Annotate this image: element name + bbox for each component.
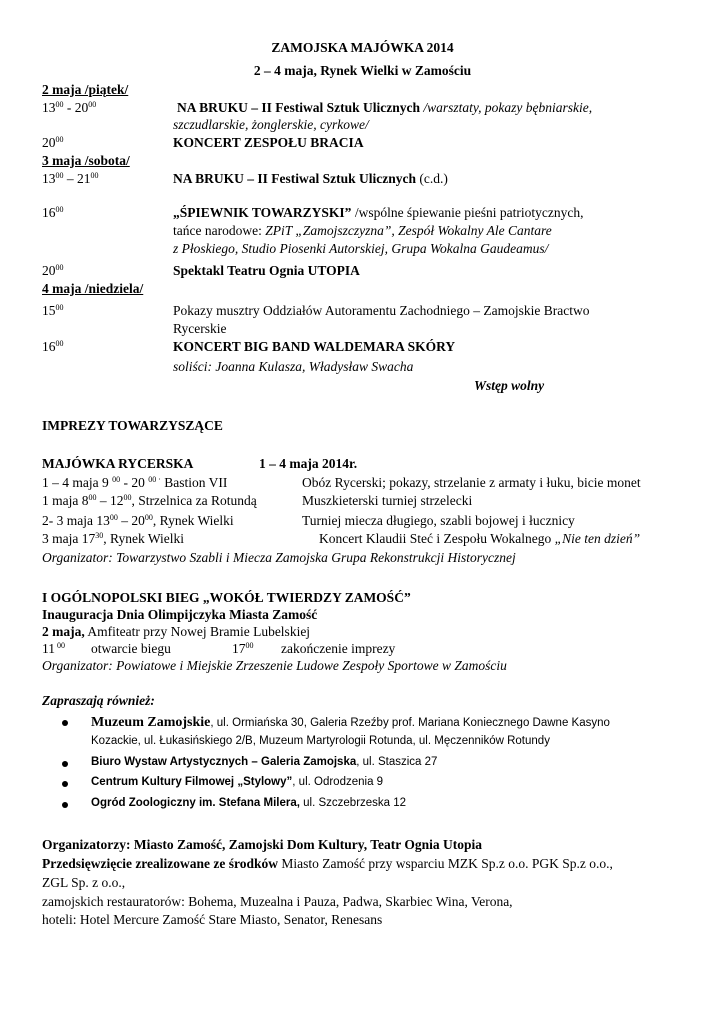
day2-e3-time: $20^{00}$ [42,263,64,278]
run-start-label: otwarcie biegu [91,641,171,656]
organizers-line: Organizatorzy: Miasto Zamość, Zamojski Dom Kultury, Teatr Ognia Utopia [42,837,482,852]
knight-row-3-what: Turniej miecza długiego, szabli bojowej i łucznicy [302,513,575,528]
invite-item-1: Muzeum Zamojskie, ul. Ormiańska 30, Galeria Rzeźby prof. Mariana Koniecznego Dawne Kasyno [91,715,610,730]
bullet-icon [62,761,68,767]
free-entry: Wstęp wolny [474,378,545,393]
knight-row-4-when: 3 maja $17^{30}$, Rynek Wielki [42,531,185,546]
invite-item-2: Biuro Wystaw Artystycznych – Galeria Zamojska, ul. Staszica 27 [91,756,438,768]
knight-dates: 1 – 4 maja 2014r. [259,456,358,471]
funding-line: Przedsięwzięcie zrealizowane ze środków Miasto Zamość przy wsparciu MZK Sp.z o.o. PGK Sp.z o.o., [42,856,613,871]
run-organizer: Organizator: Powiatowe i Miejskie Zrzeszenie Ludowe Zespoły Sportowe w Zamościu [42,658,507,673]
day2-e2-desc1: „ŚPIEWNIK TOWARZYSKI” /wspólne śpiewanie pieśni patriotycznych, [173,205,584,220]
day2-e2-time: $16^{00}$ [42,205,64,220]
restaurants-line: zamojskich restauratorów: Bohema, Muzealna i Pauza, Padwa, Skarbiec Wina, Verona, [42,894,513,909]
day2-e3-title: Spektakl Teatru Ognia UTOPIA [173,263,360,278]
day2-heading: 3 maja /sobota/ [42,153,130,168]
run-date-place: 2 maja, Amfiteatr przy Nowej Bramie Lubelskiej [42,624,311,639]
knight-organizer: Organizator: Towarzystwo Szabli i Miecza Zamojska Grupa Rekonstrukcji Historycznej [42,550,516,565]
day1-heading: 2 maja /piątek/ [42,82,129,97]
day3-e1-desc1: Pokazy musztry Oddziałów Autoramentu Zachodniego – Zamojskie Bractwo [173,303,590,318]
invite-item-1-line2: Kozackie, ul. Łukasińskiego 2/B, Muzeum Martyrologii Rotunda, ul. Męczenników Rotundy [91,735,550,747]
accompanying-heading: IMPREZY TOWARZYSZĄCE [42,418,223,433]
day3-e1-time: $15^{00}$ [42,303,64,318]
knight-row-1-when: 1 – 4 maja 9 $^{00}$ - 20 $^{00 \cdot}$ Bastion VII [42,475,228,490]
document-title: ZAMOJSKA MAJÓWKA 2014 [271,40,454,55]
knight-row-3-when: 2- 3 maja $13^{00} - 20^{00}$, Rynek Wielki [42,513,234,528]
run-end-time: $17^{00}$ [232,641,254,656]
day3-e2-title: KONCERT BIG BAND WALDEMARA SKÓRY [173,339,456,354]
day2-e2-desc2: tańce narodowe: ZPiT „Zamojszczyzna”, Zespół Wokalny Ale Cantare [173,223,552,238]
run-start-time: 11 $^{00}$ [42,641,65,656]
knight-row-2-what: Muszkieterski turniej strzelecki [302,493,473,508]
hotels-line: hoteli: Hotel Mercure Zamość Stare Miasto, Senator, Renesans [42,912,383,927]
knight-title: MAJÓWKA RYCERSKA [42,456,194,471]
bullet-icon [62,802,68,808]
day3-e2-time: $16^{00}$ [42,339,64,354]
day2-e2-desc3: z Płoskiego, Studio Piosenki Autorskiej, Grupa Wokalna Gaudeamus/ [173,241,549,256]
day3-soloists: soliści: Joanna Kulasza, Władysław Swacha [173,359,414,374]
run-end-label: zakończenie imprezy [281,641,396,656]
day2-e1-time: $13^{00} - 21^{00}$ [42,171,99,186]
day3-heading: 4 maja /niedziela/ [42,281,144,296]
run-subtitle: Inauguracja Dnia Olimpijczyka Miasta Zamość [42,607,318,622]
bullet-icon [62,720,68,726]
knight-row-1-what: Obóz Rycerski; pokazy, strzelanie z armaty i łuku, bicie monet [302,475,641,490]
run-title: I OGÓLNOPOLSKI BIEG „WOKÓŁ TWIERDZY ZAMOŚĆ” [42,590,411,605]
day1-e2-time: $20^{00}$ [42,135,64,150]
day3-e1-desc2: Rycerskie [173,321,227,336]
document-subtitle: 2 – 4 maja, Rynek Wielki w Zamościu [253,63,472,78]
day2-e1-desc: NA BRUKU – II Festiwal Sztuk Ulicznych (c.d.) [173,171,448,186]
invite-item-4: Ogród Zoologiczny im. Stefana Milera, ul. Szczebrzeska 12 [91,797,407,809]
bullet-icon [62,781,68,787]
invite-heading: Zapraszają również: [42,693,155,708]
invite-item-3: Centrum Kultury Filmowej „Stylowy”, ul. Odrodzenia 9 [91,776,384,788]
day1-e1-desc2: szczudlarskie, żonglerskie, cyrkowe/ [173,117,369,132]
day1-e2-title: KONCERT ZESPOŁU BRACIA [173,135,364,150]
knight-row-4-what: Koncert Klaudii Steć i Zespołu Wokalnego „Nie ten dzień” [319,531,641,546]
day1-e1-time: $13^{00} - 20^{00}$ [42,100,97,115]
day1-e1-desc: NA BRUKU – II Festiwal Sztuk Ulicznych /warsztaty, pokazy bębniarskie, [177,100,593,115]
funding-line-2: ZGL Sp. z o.o., [42,875,126,890]
knight-row-2-when: 1 maja $8^{00} - 12^{00}$, Strzelnica za Rotundą [42,493,257,508]
